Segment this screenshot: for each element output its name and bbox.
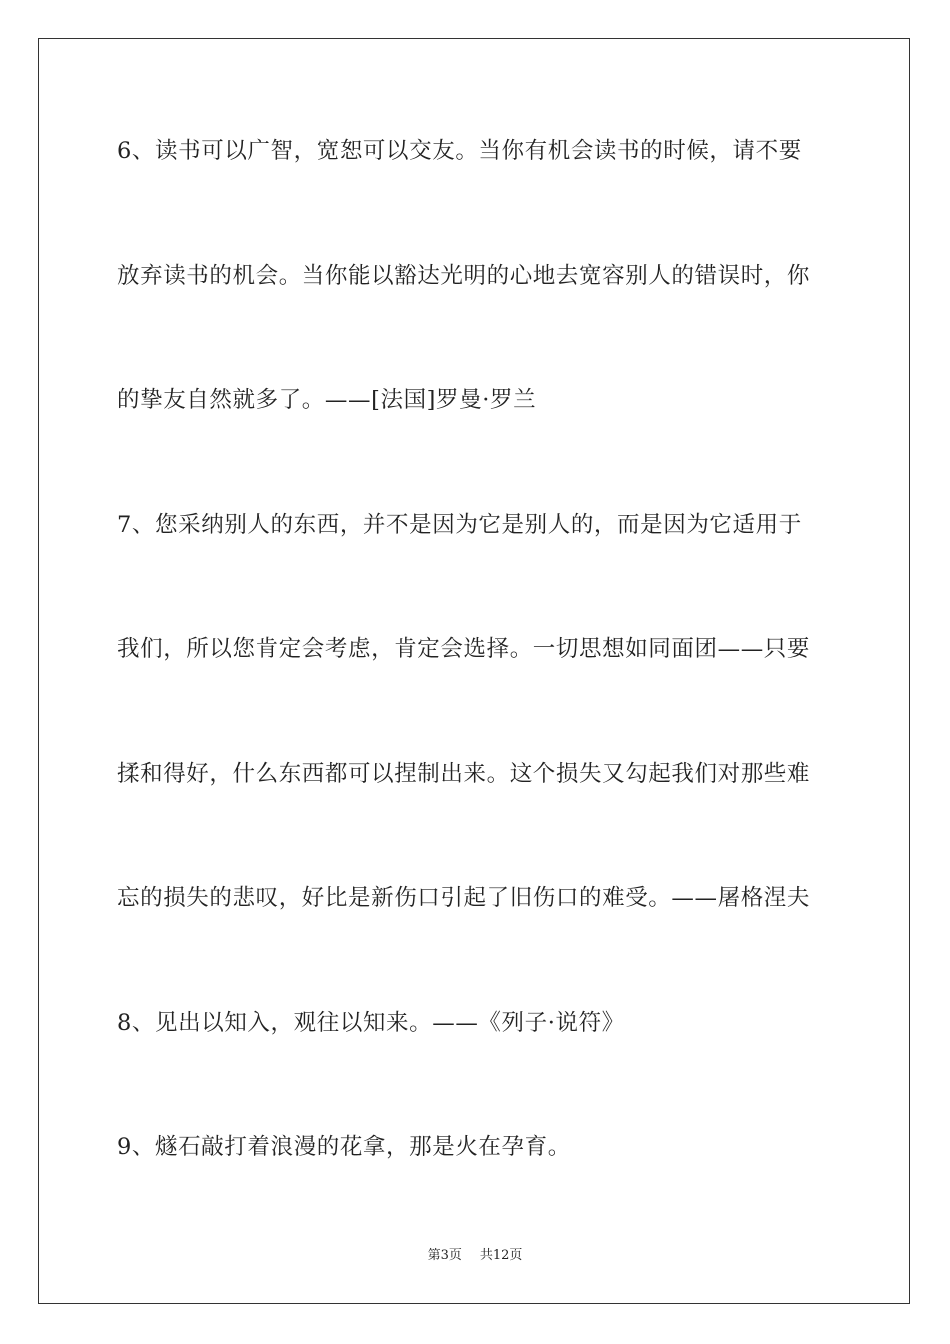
text-line: 8、见出以知入，观往以知来。——《列子·说符》 xyxy=(117,1010,625,1036)
page-total: 共12页 xyxy=(479,1248,523,1263)
text-line: 放弃读书的机会。当你能以豁达光明的心地去宽容别人的错误时，你 xyxy=(117,263,811,289)
text-line: 我们，所以您肯定会考虑，肯定会选择。一切思想如同面团——只要 xyxy=(117,636,811,662)
text-line: 7、您采纳别人的东西，并不是因为它是别人的，而是因为它适用于 xyxy=(117,512,802,538)
text-line: 忘的损失的悲叹，好比是新伤口引起了旧伤口的难受。——屠格涅夫 xyxy=(117,885,811,911)
page-footer xyxy=(0,1247,950,1265)
text-line: 揉和得好，什么东西都可以捏制出来。这个损失又勾起我们对那些难 xyxy=(117,761,811,787)
text-line: 6、读书可以广智，宽恕可以交友。当你有机会读书的时候，请不要 xyxy=(117,138,802,164)
text-line: 9、燧石敲打着浪漫的花拿，那是火在孕育。 xyxy=(117,1134,571,1160)
page-number: 第3页 xyxy=(427,1248,462,1263)
page-border xyxy=(38,38,910,1304)
text-line: 的挚友自然就多了。——[法国]罗曼·罗兰 xyxy=(117,387,537,413)
